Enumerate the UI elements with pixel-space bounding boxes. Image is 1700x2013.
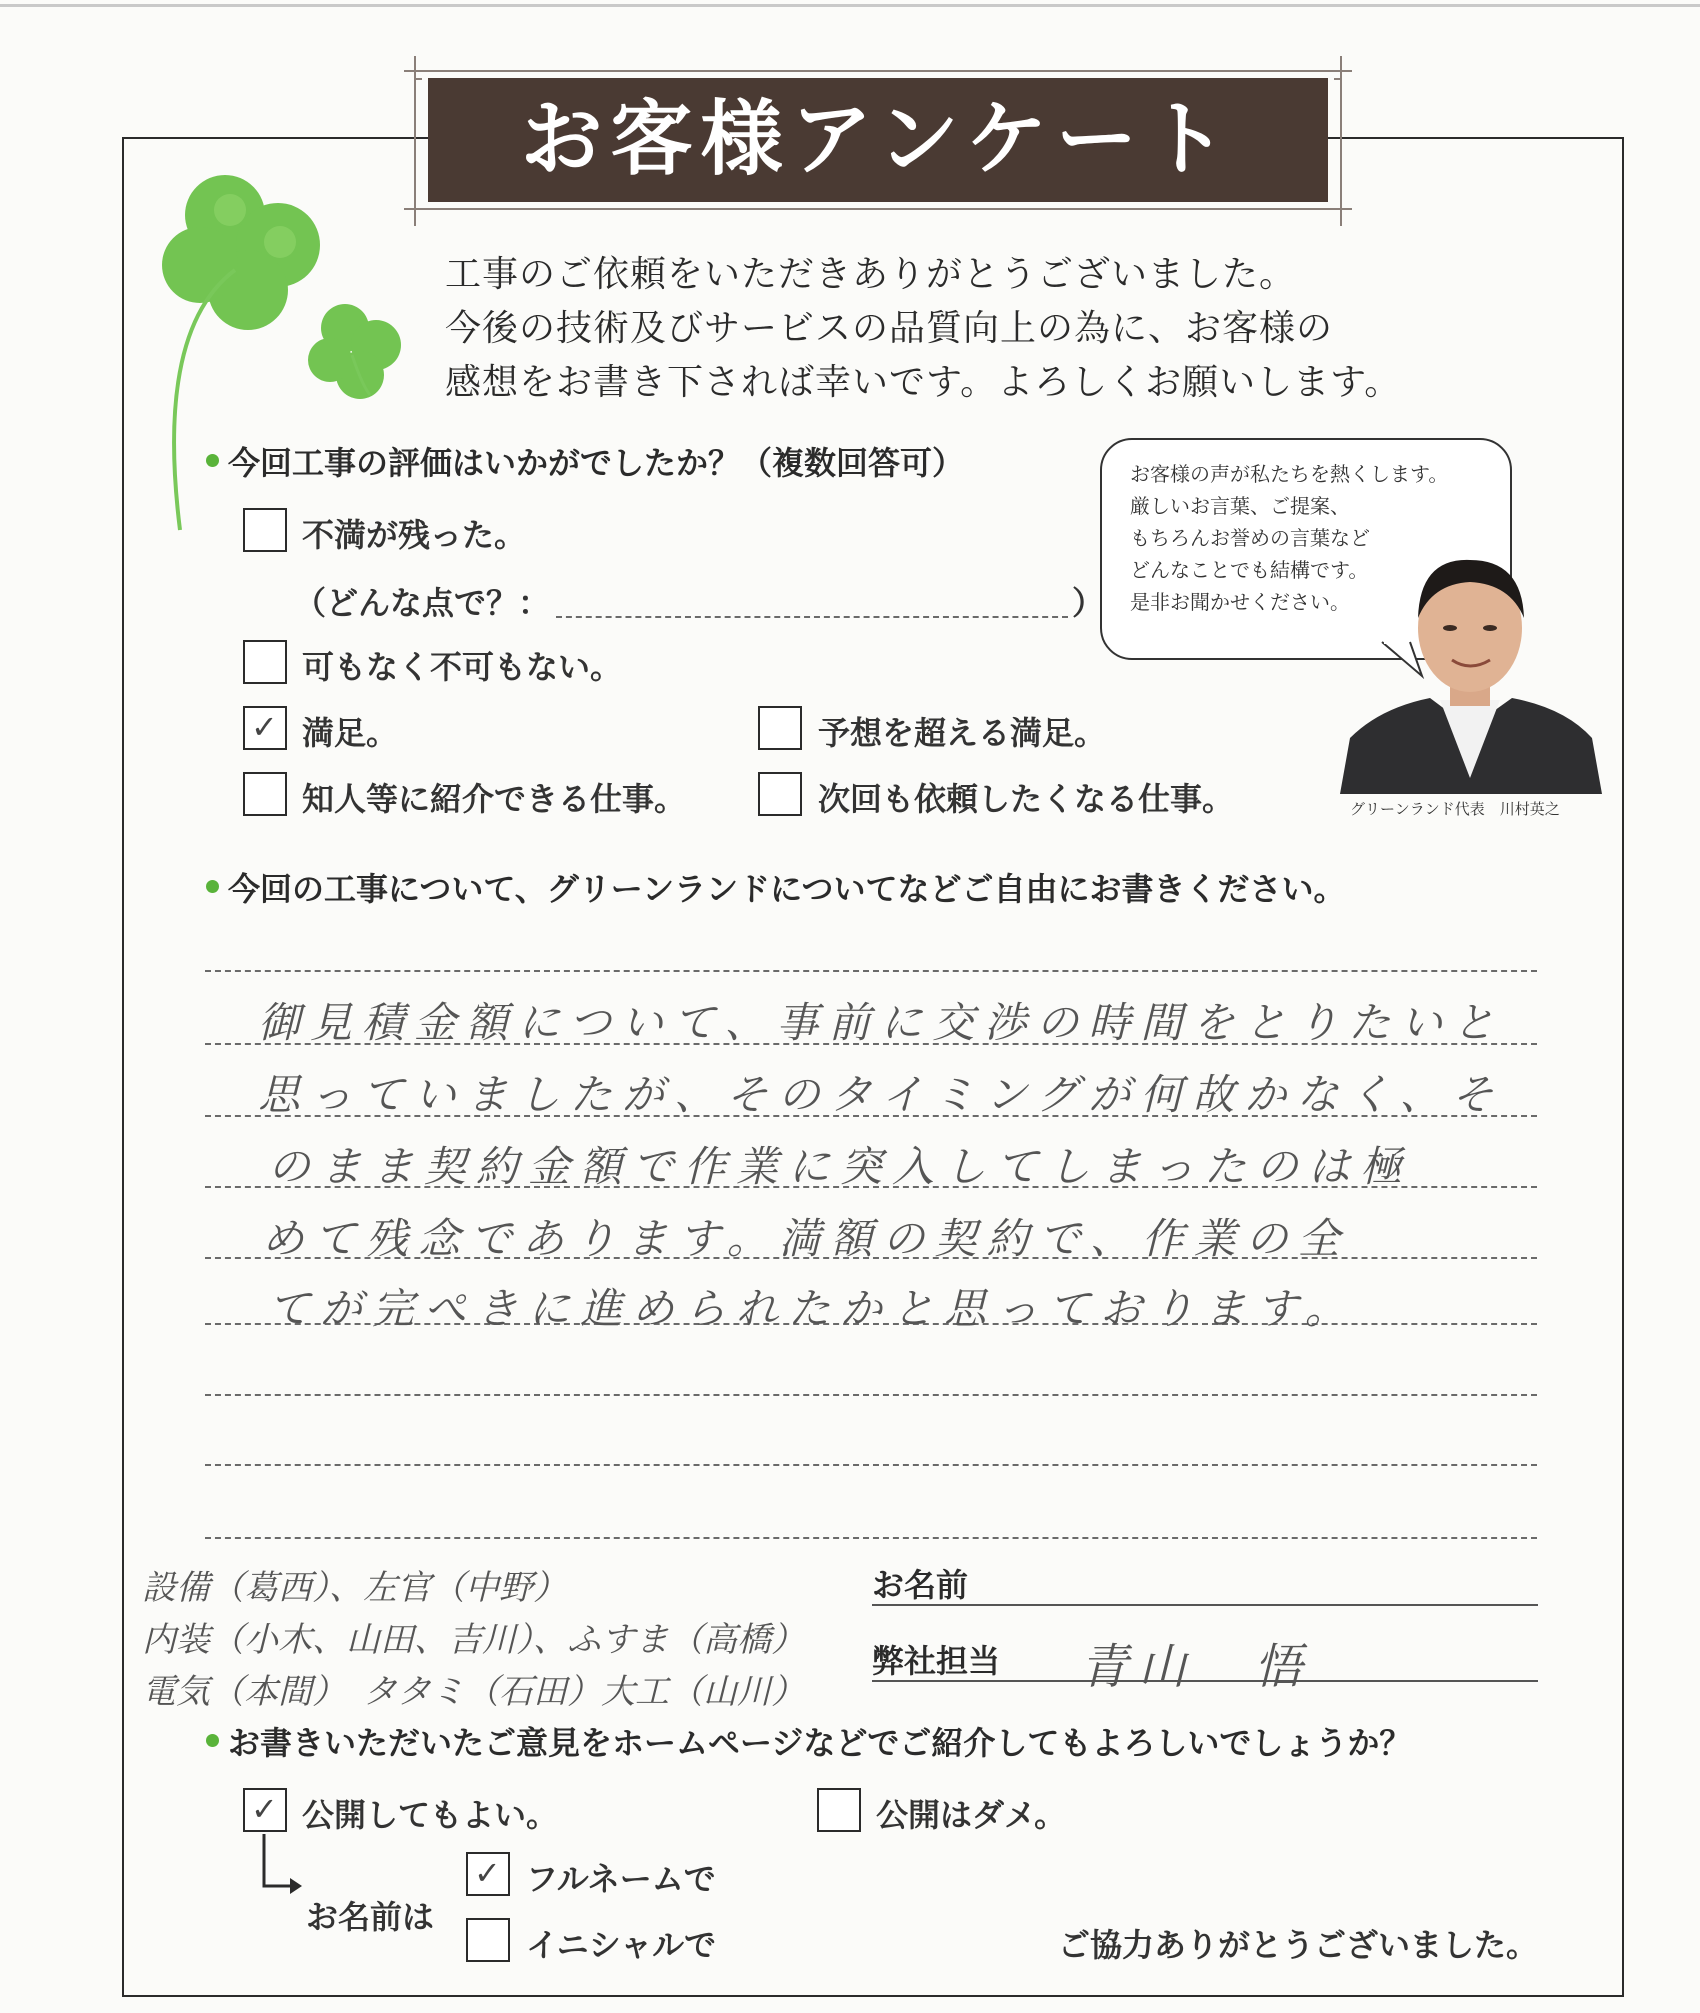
- checkbox-publish-ng[interactable]: [817, 1788, 861, 1832]
- crop-mark-top: [404, 70, 1352, 72]
- branch-arrow-icon: [258, 1834, 304, 1904]
- staff-note-line-2: 内装（小木、山田、吉川）、ふすま（高橋）: [142, 1620, 805, 1660]
- staff-label: 弊社担当: [872, 1642, 1001, 1680]
- staff-note-line-3: 電気（本間） タタミ（石田）大工（山川）: [142, 1672, 805, 1712]
- checkbox-beyond-expectations[interactable]: [758, 706, 802, 750]
- answer-line: [205, 970, 1537, 972]
- handwritten-answer-line-2: 思っていましたが、そのタイミングが何故かなく、そ: [258, 1070, 1504, 1119]
- checkbox-neutral[interactable]: [243, 640, 287, 684]
- option-neutral: 可もなく不可もない。: [302, 648, 623, 686]
- bubble-line-1: お客様の声が私たちを熱くします。: [1130, 462, 1449, 486]
- checkbox-publish-ok[interactable]: [243, 1788, 287, 1832]
- option-publish-ng: 公開はダメ。: [876, 1796, 1067, 1834]
- checkbox-full-name[interactable]: [466, 1852, 510, 1896]
- bubble-line-3: もちろんお誉めの言葉など: [1130, 526, 1370, 550]
- handwritten-answer-line-5: てが完ぺきに進められたかと思っております。: [268, 1284, 1357, 1333]
- bubble-line-2: 厳しいお言葉、ご提案、: [1130, 494, 1350, 518]
- checkbox-dissatisfied[interactable]: [243, 508, 287, 552]
- crop-mark-right: [1340, 56, 1342, 226]
- option-beyond-expectations: 予想を超える満足。: [818, 714, 1107, 752]
- bubble-line-5: 是非お聞かせください。: [1130, 590, 1350, 614]
- staff-underline: [872, 1680, 1538, 1682]
- scan-top-edge: [0, 4, 1700, 7]
- option-hire-again: 次回も依頼したくなる仕事。: [818, 780, 1235, 818]
- intro-line-3: 感想をお書き下されば幸いです。よろしくお願いします。: [445, 362, 1402, 403]
- answer-line: [205, 1537, 1537, 1539]
- check-mark-icon: ✓: [251, 1790, 278, 1828]
- checkbox-hire-again[interactable]: [758, 772, 802, 816]
- handwritten-answer-line-1: 御見積金額について、事前に交渉の時間をとりたいと: [258, 998, 1505, 1047]
- checkbox-initials[interactable]: [466, 1918, 510, 1962]
- staff-value[interactable]: 青山 悟: [1080, 1639, 1313, 1695]
- bubble-line-4: どんなことでも結構です。: [1130, 558, 1369, 582]
- check-mark-icon: ✓: [251, 708, 278, 746]
- q1-heading: 今回工事の評価はいかがでしたか？（複数回答可）: [228, 444, 965, 482]
- detail-close: ）: [1072, 584, 1105, 622]
- intro-line-2: 今後の技術及びサービスの品質向上の為に、お客様の: [445, 308, 1334, 349]
- bullet-icon: [206, 880, 219, 893]
- form-title: お客様アンケート: [520, 92, 1236, 187]
- name-underline: [872, 1604, 1538, 1606]
- name-label: お名前: [872, 1566, 969, 1604]
- option-recommendable: 知人等に紹介できる仕事。: [302, 780, 687, 818]
- checkbox-recommendable[interactable]: [243, 772, 287, 816]
- name-format-label: お名前は: [306, 1898, 435, 1936]
- option-publish-ok: 公開してもよい。: [302, 1796, 559, 1834]
- representative-caption: グリーンランド代表 川村英之: [1350, 800, 1560, 818]
- handwritten-answer-line-3: のまま契約金額で作業に突入してしまったのは極: [268, 1142, 1413, 1191]
- option-initials: イニシャルで: [526, 1926, 717, 1964]
- bullet-icon: [206, 454, 219, 467]
- option-dissatisfied: 不満が残った。: [302, 516, 527, 554]
- handwritten-answer-line-4: めて残念であります。満額の契約で、作業の全: [262, 1214, 1350, 1263]
- option-full-name: フルネームで: [526, 1860, 716, 1898]
- bullet-icon: [206, 1734, 219, 1747]
- answer-line: [205, 1394, 1537, 1396]
- answer-line: [205, 1464, 1537, 1466]
- intro-line-1: 工事のご依頼をいただきありがとうございました。: [445, 254, 1297, 295]
- option-satisfied: 満足。: [302, 714, 399, 752]
- detail-prompt: （どんな点で？：: [294, 584, 551, 622]
- staff-note-line-1: 設備（葛西）、左官（中野）: [142, 1568, 567, 1608]
- detail-answer-line[interactable]: [556, 616, 1068, 618]
- thanks-message: ご協力ありがとうございました。: [1058, 1926, 1539, 1964]
- checkbox-satisfied[interactable]: [243, 706, 287, 750]
- check-mark-icon: ✓: [474, 1854, 501, 1892]
- crop-mark-bottom: [404, 208, 1352, 210]
- q2-heading: 今回の工事について、グリーンランドについてなどご自由にお書きください。: [228, 870, 1346, 908]
- q3-heading: お書きいただいたご意見をホームページなどでご紹介してもよろしいでしょうか？: [228, 1724, 1412, 1762]
- representative-photo: [1340, 548, 1602, 794]
